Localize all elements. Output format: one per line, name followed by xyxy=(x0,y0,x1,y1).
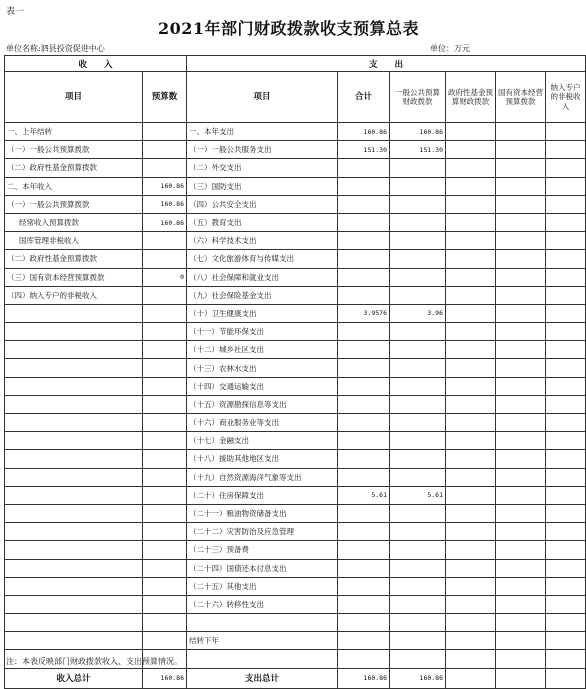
expense-item-cell: （二十三）预备费 xyxy=(187,541,338,559)
expense-total-cell xyxy=(338,159,390,177)
income-item-cell xyxy=(5,359,143,377)
income-budget-cell xyxy=(143,414,187,432)
expense-nontax-cell xyxy=(546,341,586,359)
expense-total-cell xyxy=(338,468,390,486)
expense-state-cell xyxy=(496,232,546,250)
income-budget-cell: 160.86 xyxy=(143,195,187,213)
expense-general-cell: 3.96 xyxy=(390,304,446,322)
income-budget-cell xyxy=(143,250,187,268)
expense-fund-cell xyxy=(446,304,496,322)
expense-fund-cell xyxy=(446,614,496,632)
footnote: 注：本表反映部门财政拨款收入、支出预算情况。 xyxy=(6,657,182,666)
expense-item-cell: （二十五）其他支出 xyxy=(187,577,338,595)
expense-total-cell xyxy=(338,359,390,377)
expense-state-cell xyxy=(496,450,546,468)
expense-fund-cell xyxy=(446,595,496,613)
expense-state-cell xyxy=(496,468,546,486)
expense-general-cell: 151.30 xyxy=(390,141,446,159)
income-budget-cell xyxy=(143,395,187,413)
expense-general-cell xyxy=(390,559,446,577)
expense-state-total xyxy=(496,668,546,688)
expense-total-cell xyxy=(338,232,390,250)
section-header-row xyxy=(5,56,586,72)
expense-nontax-cell xyxy=(546,359,586,377)
expense-nontax-cell xyxy=(546,632,586,650)
income-budget-cell xyxy=(143,577,187,595)
expense-state-cell xyxy=(496,341,546,359)
expense-nontax-cell xyxy=(546,450,586,468)
income-item-cell xyxy=(5,341,143,359)
income-item-cell xyxy=(5,504,143,522)
expense-item-cell: （二）外交支出 xyxy=(187,159,338,177)
expense-state-cell xyxy=(496,486,546,504)
table-row xyxy=(5,232,586,250)
expense-nontax-cell xyxy=(546,304,586,322)
income-item-cell xyxy=(5,450,143,468)
expense-item-cell: 结转下年 xyxy=(187,632,338,650)
income-item-cell xyxy=(5,559,143,577)
income-budget-cell xyxy=(143,286,187,304)
expense-nontax-total xyxy=(546,668,586,688)
page-title: 2021年部门财政拨款收支预算总表 xyxy=(157,19,420,38)
expense-general-cell xyxy=(390,268,446,286)
income-budget-cell xyxy=(143,304,187,322)
expense-fund-cell xyxy=(446,377,496,395)
expense-header: 支 出 xyxy=(187,56,586,72)
expense-nontax-cell xyxy=(546,177,586,195)
expense-item-cell: （十二）城乡社区支出 xyxy=(187,341,338,359)
income-item-cell: （四）纳入专户的非税收入 xyxy=(5,286,143,304)
expense-item-cell: （三）国防支出 xyxy=(187,177,338,195)
expense-general-cell xyxy=(390,359,446,377)
expense-total-cell: 3.9576 xyxy=(338,304,390,322)
expense-fund-cell xyxy=(446,232,496,250)
table-row xyxy=(5,323,586,341)
expense-item-cell xyxy=(187,650,338,668)
income-budget-cell xyxy=(143,559,187,577)
expense-general-cell xyxy=(390,323,446,341)
expense-fund-cell xyxy=(446,395,496,413)
expense-nontax-cell xyxy=(546,286,586,304)
expense-nontax-cell xyxy=(546,377,586,395)
expense-state-cell xyxy=(496,432,546,450)
expense-total-cell xyxy=(338,595,390,613)
expense-state-cell xyxy=(496,614,546,632)
expense-nontax-cell xyxy=(546,159,586,177)
expense-state-cell xyxy=(496,359,546,377)
table-row xyxy=(5,304,586,322)
table-row xyxy=(5,614,586,632)
table-row xyxy=(5,213,586,231)
table-row xyxy=(5,159,586,177)
expense-general-cell xyxy=(390,650,446,668)
income-budget-cell xyxy=(143,323,187,341)
expense-general-cell xyxy=(390,286,446,304)
expense-total-cell xyxy=(338,577,390,595)
table-row xyxy=(5,577,586,595)
table-row xyxy=(5,377,586,395)
table-row xyxy=(5,177,586,195)
expense-nontax-cell xyxy=(546,268,586,286)
expense-state-cell xyxy=(496,286,546,304)
col-fund: 政府性基金预算财政拨款 xyxy=(446,72,496,123)
income-item-cell: 一、上年结转 xyxy=(5,123,143,141)
expense-nontax-cell xyxy=(546,395,586,413)
expense-nontax-cell xyxy=(546,504,586,522)
table-row xyxy=(5,559,586,577)
expense-item-cell: （二十）住房保障支出 xyxy=(187,486,338,504)
expense-total-cell xyxy=(338,195,390,213)
expense-total-cell xyxy=(338,250,390,268)
expense-general-cell xyxy=(390,250,446,268)
expense-item-cell xyxy=(187,614,338,632)
income-budget-cell xyxy=(143,541,187,559)
income-budget-cell xyxy=(143,486,187,504)
expense-total-cell xyxy=(338,377,390,395)
income-budget-cell xyxy=(143,377,187,395)
col-budget: 预算数 xyxy=(143,72,187,123)
income-item-cell xyxy=(5,577,143,595)
expense-item-cell: （十六）商业服务业等支出 xyxy=(187,414,338,432)
expense-item-cell: 一、本年支出 xyxy=(187,123,338,141)
expense-state-cell xyxy=(496,213,546,231)
unit-currency: 单位：万元 xyxy=(430,44,470,53)
income-total-label: 收入总计 xyxy=(5,668,143,688)
expense-fund-cell xyxy=(446,577,496,595)
col-nontax: 纳入专户的非税收入 xyxy=(546,72,586,123)
expense-fund-cell xyxy=(446,632,496,650)
table-tag: 表一 xyxy=(6,7,25,17)
expense-fund-cell xyxy=(446,468,496,486)
expense-general-cell xyxy=(390,341,446,359)
expense-fund-cell xyxy=(446,650,496,668)
income-budget-cell xyxy=(143,595,187,613)
income-budget-cell xyxy=(143,632,187,650)
expense-nontax-cell xyxy=(546,486,586,504)
expense-general-cell xyxy=(390,177,446,195)
expense-state-cell xyxy=(496,395,546,413)
expense-general-cell xyxy=(390,595,446,613)
expense-state-cell xyxy=(496,559,546,577)
income-budget-cell: 160.86 xyxy=(143,213,187,231)
expense-state-cell xyxy=(496,523,546,541)
expense-general-cell xyxy=(390,377,446,395)
income-budget-cell xyxy=(143,123,187,141)
expense-total-cell xyxy=(338,395,390,413)
expense-total-cell xyxy=(338,213,390,231)
income-item-cell: （二）政府性基金预算拨款 xyxy=(5,250,143,268)
expense-general-cell xyxy=(390,523,446,541)
income-budget-cell xyxy=(143,232,187,250)
expense-state-cell xyxy=(496,177,546,195)
expense-fund-cell xyxy=(446,213,496,231)
expense-item-cell: （六）科学技术支出 xyxy=(187,232,338,250)
expense-nontax-cell xyxy=(546,523,586,541)
expense-item-cell: （十八）援助其他地区支出 xyxy=(187,450,338,468)
expense-general-cell xyxy=(390,414,446,432)
expense-state-cell xyxy=(496,377,546,395)
expense-fund-cell xyxy=(446,559,496,577)
expense-fund-cell xyxy=(446,432,496,450)
expense-item-cell: （八）社会保障和就业支出 xyxy=(187,268,338,286)
expense-general-cell xyxy=(390,614,446,632)
income-item-cell xyxy=(5,523,143,541)
expense-fund-cell xyxy=(446,195,496,213)
expense-state-cell xyxy=(496,650,546,668)
expense-nontax-cell xyxy=(546,432,586,450)
table-row xyxy=(5,486,586,504)
expense-fund-cell xyxy=(446,323,496,341)
table-row xyxy=(5,632,586,650)
income-item-cell xyxy=(5,541,143,559)
expense-state-cell xyxy=(496,141,546,159)
table-row xyxy=(5,504,586,522)
income-budget-cell xyxy=(143,450,187,468)
expense-total-cell xyxy=(338,541,390,559)
col-item-left: 项目 xyxy=(5,72,143,123)
expense-fund-cell xyxy=(446,341,496,359)
table-row xyxy=(5,195,586,213)
expense-state-cell xyxy=(496,268,546,286)
expense-total-cell xyxy=(338,523,390,541)
income-budget-cell xyxy=(143,359,187,377)
expense-fund-cell xyxy=(446,268,496,286)
expense-total-cell xyxy=(338,614,390,632)
income-item-cell: （一）一般公共预算拨款 xyxy=(5,195,143,213)
expense-item-cell: （十三）农林水支出 xyxy=(187,359,338,377)
expense-state-cell xyxy=(496,504,546,522)
expense-total-cell xyxy=(338,323,390,341)
expense-fund-cell xyxy=(446,523,496,541)
income-item-cell: （三）国有资本经营预算拨款 xyxy=(5,268,143,286)
expense-state-cell xyxy=(496,123,546,141)
expense-state-cell xyxy=(496,632,546,650)
expense-total-label: 支出总计 xyxy=(187,668,338,688)
expense-state-cell xyxy=(496,159,546,177)
expense-state-cell xyxy=(496,577,546,595)
expense-item-cell: （五）教育支出 xyxy=(187,213,338,231)
income-item-cell xyxy=(5,304,143,322)
expense-general-cell xyxy=(390,541,446,559)
expense-total-cell: 160.86 xyxy=(338,123,390,141)
expense-item-cell: （二十六）转移性支出 xyxy=(187,595,338,613)
income-item-cell xyxy=(5,632,143,650)
col-total: 合计 xyxy=(338,72,390,123)
income-item-cell xyxy=(5,395,143,413)
table-row xyxy=(5,286,586,304)
expense-item-cell: （二十一）粮油物资储备支出 xyxy=(187,504,338,522)
table-row xyxy=(5,141,586,159)
expense-nontax-cell xyxy=(546,141,586,159)
income-item-cell: 国库管理非税收入 xyxy=(5,232,143,250)
expense-fund-cell xyxy=(446,286,496,304)
expense-fund-total xyxy=(446,668,496,688)
col-item-right: 项目 xyxy=(187,72,338,123)
income-item-cell xyxy=(5,486,143,504)
table-row xyxy=(5,450,586,468)
income-budget-cell xyxy=(143,504,187,522)
expense-total-cell: 151.30 xyxy=(338,141,390,159)
expense-fund-cell xyxy=(446,504,496,522)
expense-general-cell xyxy=(390,195,446,213)
expense-general-cell: 5.61 xyxy=(390,486,446,504)
income-budget-cell xyxy=(143,468,187,486)
expense-total-cell xyxy=(338,432,390,450)
expense-nontax-cell xyxy=(546,559,586,577)
expense-total-cell xyxy=(338,286,390,304)
expense-total-cell xyxy=(338,177,390,195)
expense-fund-cell xyxy=(446,177,496,195)
income-header: 收 入 xyxy=(5,56,187,72)
expense-total-cell xyxy=(338,341,390,359)
expense-state-cell xyxy=(496,595,546,613)
expense-general-cell: 160.86 xyxy=(390,123,446,141)
expense-fund-cell xyxy=(446,250,496,268)
income-budget-cell: 0 xyxy=(143,268,187,286)
expense-general-cell xyxy=(390,504,446,522)
table-row xyxy=(5,468,586,486)
income-item-cell xyxy=(5,432,143,450)
income-item-cell: 经常收入预算拨款 xyxy=(5,213,143,231)
expense-fund-cell xyxy=(446,486,496,504)
income-item-cell xyxy=(5,468,143,486)
expense-nontax-cell xyxy=(546,468,586,486)
expense-item-cell: （十四）交通运输支出 xyxy=(187,377,338,395)
expense-item-cell: （二十四）国债还本付息支出 xyxy=(187,559,338,577)
income-item-cell xyxy=(5,595,143,613)
income-item-cell: （二）政府性基金预算拨款 xyxy=(5,159,143,177)
expense-fund-cell xyxy=(446,141,496,159)
expense-nontax-cell xyxy=(546,232,586,250)
unit-name: 单位名称:泗县投资促进中心 xyxy=(6,44,105,53)
col-general: 一般公共预算财政拨款 xyxy=(390,72,446,123)
expense-state-cell xyxy=(496,323,546,341)
income-budget-cell xyxy=(143,341,187,359)
expense-total-cell xyxy=(338,559,390,577)
expense-total-cell: 5.61 xyxy=(338,486,390,504)
income-item-cell xyxy=(5,614,143,632)
expense-state-cell xyxy=(496,195,546,213)
expense-fund-cell xyxy=(446,159,496,177)
expense-nontax-cell xyxy=(546,614,586,632)
expense-item-cell: （十九）自然资源海洋气象等支出 xyxy=(187,468,338,486)
expense-item-cell: （十一）节能环保支出 xyxy=(187,323,338,341)
expense-total-cell xyxy=(338,450,390,468)
expense-item-cell: （九）社会保险基金支出 xyxy=(187,286,338,304)
expense-fund-cell xyxy=(446,541,496,559)
expense-general-cell xyxy=(390,632,446,650)
expense-general-cell xyxy=(390,395,446,413)
income-budget-cell xyxy=(143,523,187,541)
expense-state-cell xyxy=(496,304,546,322)
budget-table xyxy=(4,55,586,689)
expense-item-cell: （七）文化旅游体育与传媒支出 xyxy=(187,250,338,268)
totals-row xyxy=(5,668,586,688)
expense-general-cell xyxy=(390,159,446,177)
income-item-cell: 二、本年收入 xyxy=(5,177,143,195)
income-budget-cell: 160.86 xyxy=(143,177,187,195)
expense-fund-cell xyxy=(446,359,496,377)
expense-nontax-cell xyxy=(546,414,586,432)
table-row xyxy=(5,414,586,432)
expense-nontax-cell xyxy=(546,213,586,231)
column-header-row xyxy=(5,72,586,123)
expense-item-cell: （十七）金融支出 xyxy=(187,432,338,450)
table-row xyxy=(5,341,586,359)
income-budget-cell xyxy=(143,432,187,450)
expense-general-cell xyxy=(390,432,446,450)
expense-total-cell xyxy=(338,268,390,286)
expense-item-cell: （四）公共安全支出 xyxy=(187,195,338,213)
expense-fund-cell xyxy=(446,414,496,432)
expense-item-cell: （十）卫生健康支出 xyxy=(187,304,338,322)
expense-total-cell xyxy=(338,414,390,432)
table-row xyxy=(5,595,586,613)
expense-fund-cell xyxy=(446,450,496,468)
expense-item-cell: （二十二）灾害防治及应急管理 xyxy=(187,523,338,541)
table-row xyxy=(5,541,586,559)
income-total-value: 160.86 xyxy=(143,668,187,688)
col-state: 国有资本经营预算拨款 xyxy=(496,72,546,123)
table-row xyxy=(5,395,586,413)
expense-general-cell xyxy=(390,450,446,468)
expense-total-cell xyxy=(338,650,390,668)
table-row xyxy=(5,123,586,141)
expense-nontax-cell xyxy=(546,595,586,613)
table-row xyxy=(5,250,586,268)
expense-nontax-cell xyxy=(546,250,586,268)
expense-item-cell: （十五）资源勘探信息等支出 xyxy=(187,395,338,413)
expense-general-cell xyxy=(390,468,446,486)
expense-nontax-cell xyxy=(546,650,586,668)
expense-state-cell xyxy=(496,414,546,432)
expense-state-cell xyxy=(496,541,546,559)
expense-state-cell xyxy=(496,250,546,268)
expense-total-cell xyxy=(338,632,390,650)
income-budget-cell xyxy=(143,141,187,159)
expense-nontax-cell xyxy=(546,323,586,341)
expense-general-cell xyxy=(390,232,446,250)
expense-nontax-cell xyxy=(546,541,586,559)
expense-total-cell xyxy=(338,504,390,522)
expense-general-cell xyxy=(390,577,446,595)
income-budget-cell xyxy=(143,159,187,177)
income-item-cell xyxy=(5,377,143,395)
income-item-cell xyxy=(5,414,143,432)
expense-general-total: 160.86 xyxy=(390,668,446,688)
income-item-cell xyxy=(5,323,143,341)
expense-fund-cell xyxy=(446,123,496,141)
table-row xyxy=(5,523,586,541)
income-budget-cell xyxy=(143,614,187,632)
expense-nontax-cell xyxy=(546,123,586,141)
expense-nontax-cell xyxy=(546,195,586,213)
table-row xyxy=(5,268,586,286)
table-row xyxy=(5,432,586,450)
expense-item-cell: （一）一般公共服务支出 xyxy=(187,141,338,159)
expense-general-cell xyxy=(390,213,446,231)
income-item-cell: （一）一般公共预算拨款 xyxy=(5,141,143,159)
table-row xyxy=(5,359,586,377)
expense-nontax-cell xyxy=(546,577,586,595)
expense-total-value: 160.86 xyxy=(338,668,390,688)
